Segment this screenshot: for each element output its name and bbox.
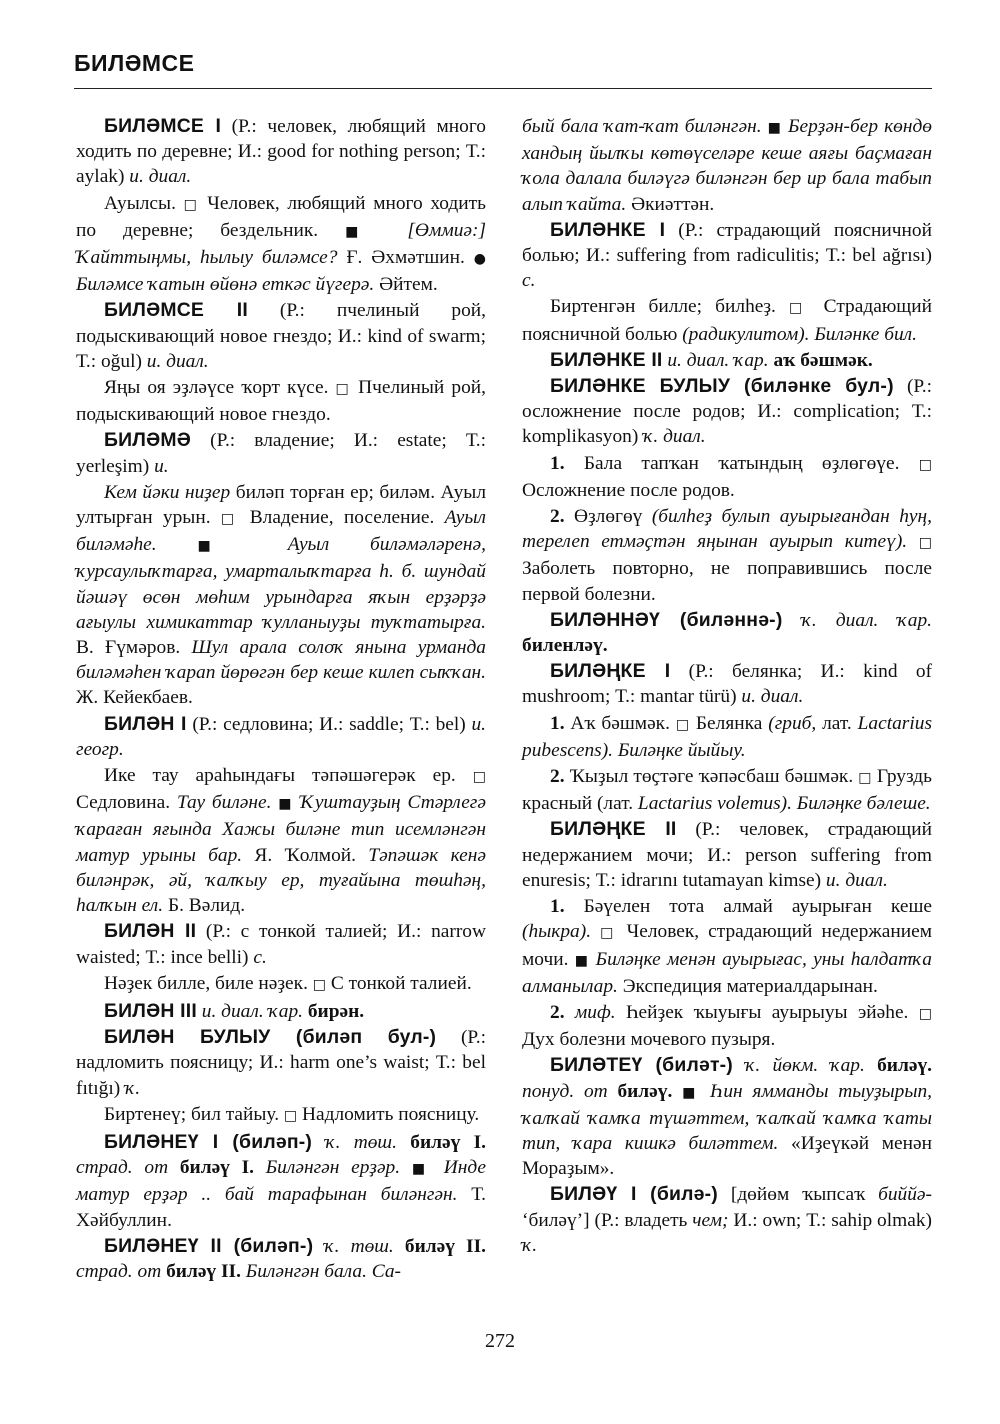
text-run: Пчелиный рой, подыскивающий новое гнездо.: [76, 377, 486, 426]
text-run: Дух болезни мочевого пузыря.: [522, 1029, 776, 1051]
italic-text: и. диал.: [129, 166, 192, 188]
right-entry: [522, 348, 932, 373]
right-column: [522, 114, 932, 1259]
headword: БИЛӘҮ І (билә-): [550, 1183, 718, 1206]
text-run: Ж. Кейекбаев.: [76, 687, 193, 709]
headword: БИЛӘМСЕ І: [104, 115, 222, 137]
text-run: Я. Ҡолмой.: [242, 844, 369, 866]
text-run: [672, 1081, 682, 1102]
text-run: «Иҙеүкәй менән Мораҙым».: [522, 1132, 933, 1180]
text-run: Белянка: [690, 712, 769, 734]
italic-text: Биләнгән ерҙәр.: [265, 1157, 401, 1179]
italic-text: Тау биләне.: [176, 792, 272, 814]
text-run: (Р.: человек, страдающий недержанием мочи; И.: person suffering from enuresis; Т.: idrarını tutamayan kimse): [522, 819, 932, 891]
italic-text: (радикулитом). Биләнке бил.: [682, 323, 917, 345]
right-entry: [522, 608, 932, 658]
left-paragraph: [76, 480, 486, 711]
translation-square-icon: □: [675, 716, 691, 733]
italic-text: и. диал.: [825, 869, 888, 891]
text-run: Һейҙек ҡыуығы ауырыуы эйәһе.: [615, 1001, 919, 1023]
page-number: 272: [485, 1330, 515, 1352]
left-paragraph: [76, 375, 486, 427]
text-run: Яңы оя эҙләүсе ҡорт күсе.: [104, 377, 336, 399]
italic-text: и. диал. ҡар.: [201, 1000, 303, 1022]
right-entry: [522, 374, 932, 450]
italic-text: Lactarius volemus). Биләңке бәлеше.: [637, 793, 931, 815]
italic-text: Тәпәшәк кенә биләнрәк, әй, ҡалҡыу ер, туғайына төшһәң, һалҡын ел.: [76, 844, 486, 917]
italic-text: Биләмсе ҡатын өйөнә еткәс йүгерә.: [76, 274, 375, 296]
text-run: (Р.: седловина; И.: saddle; Т.: bel): [186, 713, 472, 735]
italic-text: ҡ. диал.: [643, 426, 706, 448]
text-run: ‘биләү’] (Р.: владеть: [522, 1209, 693, 1231]
text-run: Заболеть повторно, не поправившись после первой болезни.: [522, 558, 932, 605]
bold-text: 2.: [550, 766, 565, 788]
headword: БИЛӘТЕҮ (биләт-): [550, 1054, 733, 1077]
bold-text: 1.: [550, 896, 565, 918]
bold-text: 1.: [550, 452, 565, 474]
italic-text: Һин ямманды тыуҙырып, ҡалҡай ҡамҡа түшәттем, ҡалҡай ҡамҡа ҡаты тип, ҡара кишкә биләттем.: [522, 1080, 933, 1154]
right-entry: [522, 1182, 932, 1258]
right-paragraph: [522, 114, 932, 217]
italic-text: ҡ. төш.: [324, 1235, 394, 1257]
text-run: (Р.: пчелиный рой, подыскивающий новое гнездо; И.: kind of swarm; Т.: oğul): [76, 300, 487, 372]
headword: БИЛӘНКЕ І: [550, 218, 666, 241]
bold-text: 2.: [550, 1001, 565, 1023]
text-run: Әкиәттән.: [626, 193, 715, 215]
italic-text: бый бала ҡат-ҡат биләнгән.: [522, 116, 762, 137]
left-entry: [76, 1025, 486, 1101]
text-run: Өҙлөгөү: [564, 506, 652, 528]
italic-text: Ауыл биләмәһе.: [76, 507, 487, 556]
translation-square-icon: □: [183, 196, 200, 213]
italic-text: Биләңке менән ауырығас, уны һалдатҡа алманылар.: [522, 948, 932, 997]
translation-square-icon: □: [600, 925, 618, 942]
italic-text: страд. от: [76, 1157, 169, 1179]
left-entry: [76, 1234, 486, 1284]
right-entry: [522, 1053, 932, 1181]
text-run: Биртенеү; бил тайыу.: [104, 1103, 284, 1125]
translation-square-icon: □: [789, 300, 811, 317]
italic-text: чем;: [692, 1209, 729, 1231]
running-header: БИЛӘМСЕ: [74, 50, 195, 76]
text-run: Ауылсы.: [104, 192, 184, 214]
headword: БИЛӘН І: [104, 712, 187, 735]
text-run: [733, 1055, 745, 1076]
bold-text: аҡ бәшмәк.: [773, 349, 873, 371]
text-run: [397, 1132, 410, 1153]
italic-text: и. геогр.: [76, 713, 486, 760]
text-run: Әйтем.: [374, 274, 438, 296]
text-run: (Р.: человек, любящий много ходить по деревне; И.: good for nothing person; Т.: aylak): [76, 116, 486, 188]
text-run: [157, 534, 198, 555]
headword: БИЛӘН ІІІ: [104, 999, 197, 1022]
italic-text: Биләнгән бала. Са-: [245, 1260, 401, 1282]
text-run: Бәүелен тота алмай ауырыған кеше: [564, 896, 932, 918]
italic-text: Кем йәки ниҙер: [104, 481, 231, 503]
text-run: Надломить поясницу.: [297, 1103, 480, 1125]
text-run: Биртенгән билле; билһеҙ.: [550, 296, 790, 318]
translation-square-icon: □: [918, 456, 932, 473]
right-paragraph: [522, 294, 932, 346]
headword: БИЛӘНКЕ ІІ: [550, 348, 663, 371]
right-entry: [522, 659, 932, 709]
left-column: [76, 114, 486, 1285]
text-run: Ғ. Әхмәтшин.: [337, 247, 474, 269]
text-run: (Р.: с тонкой талией; И.: narrow waisted; Т.: ince belli): [76, 921, 487, 968]
italic-text: ҡ.: [125, 1077, 141, 1099]
left-paragraph: [76, 971, 486, 998]
italic-text: Инде матур ерҙәр .. бай тарафынан биләнгән.: [76, 1157, 486, 1206]
text-run: И.: own; Т.: sahip olmak): [728, 1209, 932, 1231]
text-run: [608, 1081, 618, 1102]
right-paragraph: [522, 504, 932, 607]
headword: БИЛӘН ІІ: [104, 920, 197, 943]
text-run: Ике тау араһындағы тәпәшәгерәк ер.: [104, 765, 473, 787]
italic-text: Берҙән-бер көндө хандың йылҡы көтөүселәре кеше аяғы баҫмаған ҡола далала биләүгә биләнгән бер ир бала табып алып ҡайта.: [522, 116, 932, 215]
bold-text: 2.: [550, 506, 565, 528]
italic-text: Ҡуштауҙың Стәрлегә ҡараған яғында Хажы биләне тип исемләнгән матур урыны бар.: [76, 792, 486, 866]
translation-square-icon: □: [472, 769, 486, 786]
example-square-icon: ■: [411, 1161, 432, 1178]
text-run: Бала тапҡан ҡатындың өҙлөгөүе.: [564, 452, 919, 474]
italic-text: (билһеҙ булып ауырығандан һуң, терелеп етмәҫтән яңынан ауырып китеү).: [522, 506, 932, 553]
italic-text: с.: [522, 270, 536, 292]
example-square-icon: ■: [574, 952, 590, 969]
bold-text: биләү ІІ.: [404, 1235, 486, 1257]
left-paragraph: [76, 191, 486, 298]
text-run: (Р.: надломить поясницу; И.: harm one’s waist; Т.: bel fıtığı): [76, 1027, 486, 1099]
left-paragraph: [76, 1102, 486, 1129]
italic-text: ҡ. төш.: [325, 1131, 397, 1153]
headword: БИЛӘН БУЛЫУ (биләп бул-): [104, 1026, 437, 1049]
text-run: [865, 1055, 877, 1076]
text-run: (Р.: осложнение после родов; И.: complication; Т.: komplikasyon): [522, 376, 932, 448]
bold-text: 1.: [550, 712, 565, 734]
left-paragraph: [76, 763, 486, 918]
text-run: Человек, страдающий недержанием мочи.: [522, 921, 932, 970]
text-run: Нәҙек билле, биле нәҙек.: [104, 972, 313, 994]
translation-square-icon: □: [858, 770, 872, 787]
text-run: В. Ғүмәров.: [76, 637, 192, 659]
text-run: [565, 1002, 575, 1023]
italic-text: страд. от: [76, 1260, 162, 1282]
example-square-icon: ●: [473, 251, 487, 268]
headword: БИЛӘҢКЕ І: [550, 660, 671, 683]
headword: БИЛӘНКЕ БУЛЫУ (биләнке бул-): [550, 375, 894, 398]
translation-square-icon: □: [918, 535, 932, 552]
italic-text: [Өммиә:] Ҡайттыңмы, һылыу биләмсе?: [76, 219, 486, 269]
translation-square-icon: □: [283, 1107, 298, 1124]
italic-text: и.: [154, 455, 169, 477]
left-entry: [76, 1130, 486, 1233]
headword: БИЛӘМСЕ ІІ: [104, 299, 248, 322]
text-run: [591, 921, 600, 942]
header-rule: [74, 88, 932, 89]
italic-text: понуд. от: [522, 1080, 608, 1102]
left-entry: [76, 919, 486, 969]
left-entry: [76, 114, 486, 190]
italic-text: ҡ. диал. ҡар.: [801, 609, 932, 631]
italic-text: Шул арала солоҡ янына урманда биләмәһен ҡарап йөрөгән бер кеше килеп сыҡҡан.: [76, 637, 487, 684]
text-run: лат.: [816, 712, 858, 734]
text-run: (Р.: страдающий поясничной болью; И.: suffering from radiculitis; Т.: bel ağrısı): [522, 219, 932, 267]
italic-text: ҡ. йөкм. ҡар.: [745, 1055, 865, 1077]
example-square-icon: ■: [197, 538, 247, 555]
headword: БИЛӘҢКЕ ІІ: [550, 818, 677, 841]
right-entry: [522, 218, 932, 294]
italic-text: и. диал. ҡар.: [667, 349, 769, 371]
right-paragraph: [522, 711, 932, 763]
text-run: Человек, любящий много ходить по деревне; бездельник.: [76, 192, 486, 241]
bold-text: биләү ІІ.: [166, 1260, 241, 1282]
text-run: [312, 1132, 325, 1153]
left-entry: [76, 712, 486, 762]
translation-square-icon: □: [220, 511, 240, 528]
right-paragraph: [522, 894, 932, 999]
left-entry: [76, 298, 486, 374]
text-run: [400, 1157, 412, 1178]
italic-text: и. диал.: [146, 350, 209, 372]
text-run: [313, 1236, 324, 1257]
italic-text: (һыкра).: [522, 921, 592, 943]
translation-square-icon: □: [918, 1005, 932, 1022]
left-entry: [76, 999, 486, 1024]
text-run: Т. Хәйбуллин.: [76, 1184, 486, 1231]
translation-square-icon: □: [312, 976, 327, 993]
example-square-icon: ■: [682, 1084, 701, 1101]
text-run: Аҡ бәшмәк.: [564, 712, 676, 734]
text-run: [907, 531, 919, 552]
headword: БИЛӘНЕҮ ІІ (биләп-): [104, 1234, 314, 1257]
text-run: Владение, поселение.: [239, 507, 445, 529]
text-run: С тонкой талией.: [326, 972, 472, 994]
headword: БИЛӘННӘҮ (биләннә-): [550, 608, 783, 631]
text-run: (Р.: белянка; И.: kind of mushroom; Т.: mantar türü): [522, 661, 932, 708]
example-square-icon: ■: [345, 223, 381, 240]
italic-text: Lactarius pubescens). Биләңке йыйыу.: [522, 712, 932, 761]
text-run: Страдающий поясничной болью: [522, 296, 932, 345]
italic-text: и. диал.: [741, 686, 804, 708]
bold-text: биленләү.: [522, 635, 608, 657]
left-entry: [76, 428, 486, 478]
text-run: [254, 1157, 266, 1178]
text-run: [783, 610, 802, 631]
text-run: [168, 1157, 180, 1178]
headword: БИЛӘМӘ: [104, 429, 191, 452]
bold-text: биләү І.: [179, 1157, 255, 1179]
text-run: Осложнение после родов.: [522, 479, 735, 501]
italic-text: миф.: [574, 1001, 616, 1023]
text-run: Экспедиция материалдарынан.: [617, 975, 878, 997]
bold-text: бирән.: [307, 1000, 365, 1022]
example-square-icon: ■: [767, 120, 782, 136]
italic-text: биййә-: [878, 1184, 932, 1206]
italic-text: (гриб,: [768, 712, 817, 734]
text-run: [394, 1236, 405, 1257]
bold-text: биләү.: [617, 1080, 673, 1102]
text-run: Седловина.: [76, 792, 177, 814]
bold-text: биләү.: [877, 1055, 932, 1077]
text-run: Груздь красный (лат.: [522, 766, 932, 815]
text-run: [дөйөм ҡыпсаҡ: [717, 1184, 879, 1206]
italic-text: с.: [253, 946, 267, 968]
right-paragraph: [522, 451, 932, 503]
translation-square-icon: □: [335, 381, 352, 398]
text-run: (Р.: владение; И.: estate; Т.: yerleşim): [76, 430, 486, 477]
headword: БИЛӘНЕҮ І (биләп-): [104, 1130, 313, 1153]
italic-text: Ауыл биләмәләренә, ҡурсаулыҡтарға, умарталыҡтарға һ. б. шундай йәшәү өсөн мөһим урындарға яҡын ерҙәрҙә ағыулы химикаттар ҡулланыуҙы туҡтатырға.: [76, 534, 486, 633]
italic-text: ҡ.: [522, 1234, 538, 1256]
text-run: Б. Вәлид.: [163, 895, 246, 917]
bold-text: биләү І.: [410, 1131, 486, 1153]
text-run: Ҡыҙыл төҫтәге ҡәпәсбаш бәшмәк.: [564, 766, 859, 788]
text-run: биләп торған ер; биләм. Ауыл ултырған урын.: [76, 481, 486, 529]
right-entry: [522, 817, 932, 893]
right-paragraph: [522, 1000, 932, 1052]
example-square-icon: ■: [278, 796, 294, 813]
right-paragraph: [522, 764, 932, 816]
